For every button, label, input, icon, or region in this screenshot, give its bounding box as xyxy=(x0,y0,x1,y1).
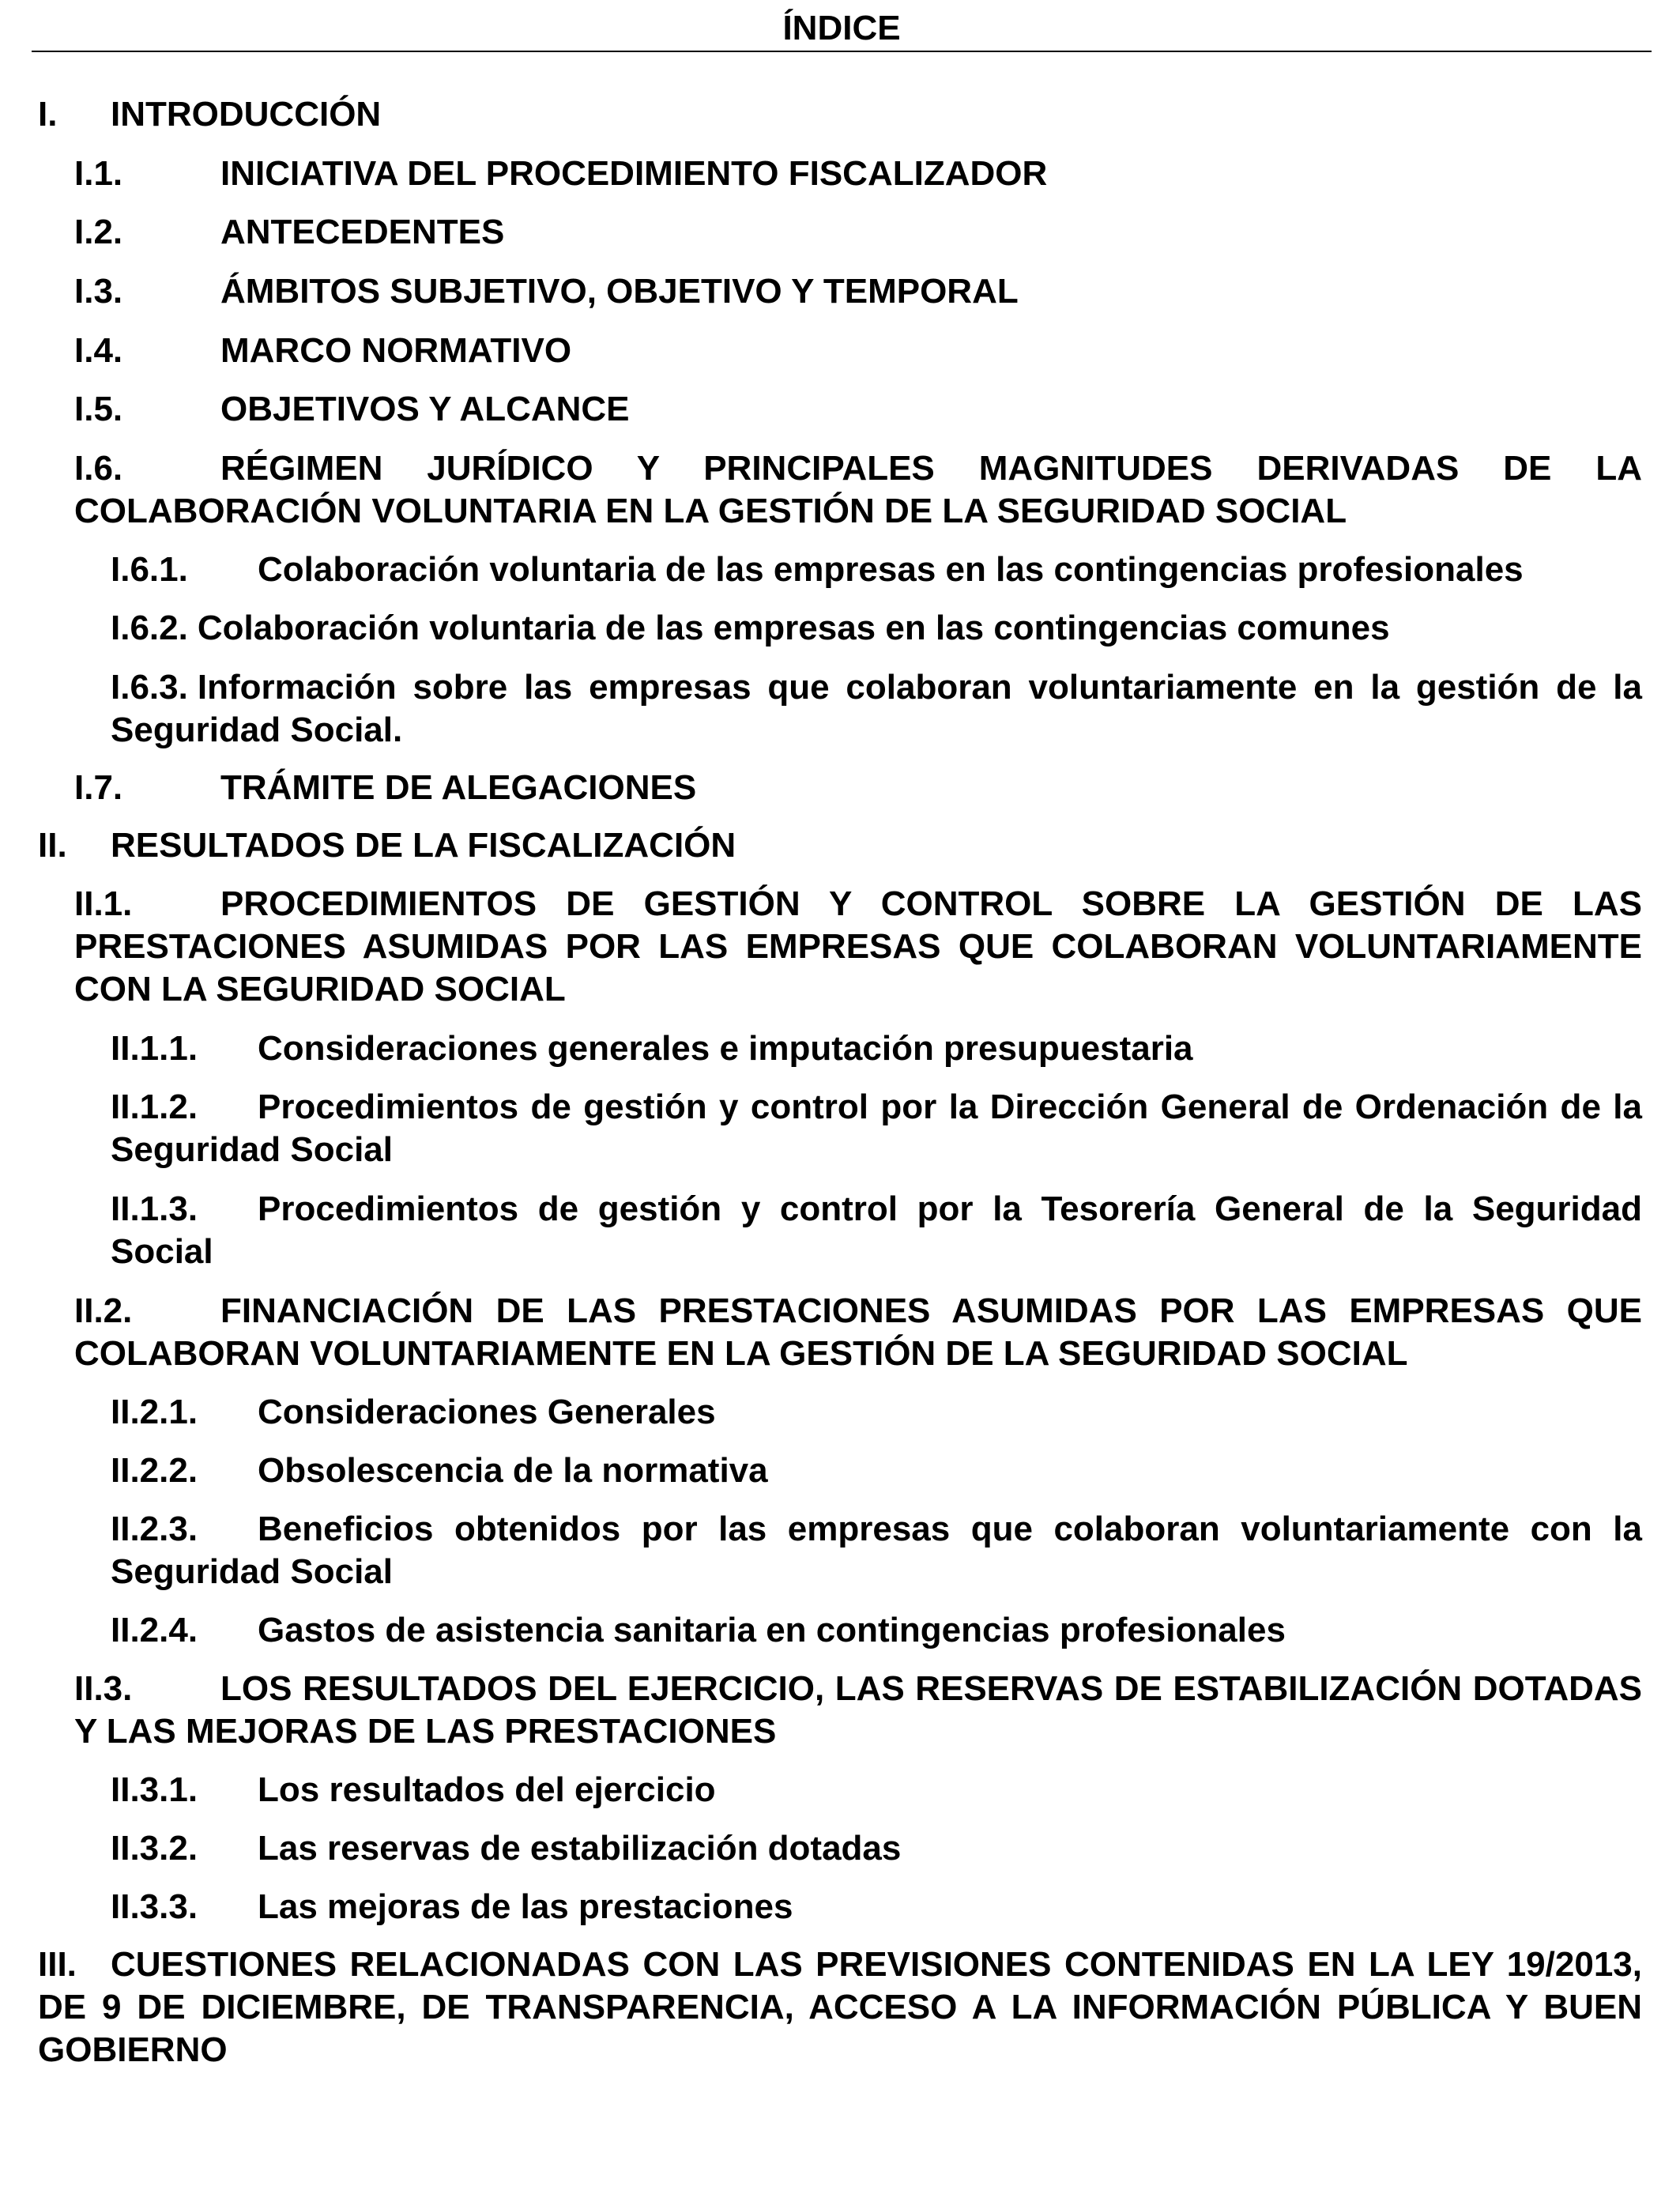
toc-entry-text: RÉGIMEN JURÍDICO Y PRINCIPALES MAGNITUDES DERIVADAS DE LA COLABORACIÓN VOLUNTARIA EN LA GESTIÓN DE LA SEGURIDAD SOCIAL xyxy=(74,449,1642,530)
toc-entry-number: II. xyxy=(38,826,67,865)
toc-entry-text: MARCO NORMATIVO xyxy=(220,331,572,370)
toc-entry-number: II.2. xyxy=(74,1291,133,1330)
toc-entry-number: I.1. xyxy=(74,154,123,193)
toc-entry xyxy=(74,330,1642,372)
toc-entry xyxy=(111,666,1642,752)
toc-entry xyxy=(74,883,1642,1011)
toc-entry-text: CUESTIONES RELACIONADAS CON LAS PREVISIONES CONTENIDAS EN LA LEY 19/2013, DE 9 DE DICIEMBRE, DE TRANSPARENCIA, ACCESO A LA INFORMACIÓN PÚBLICA Y BUEN GOBIERNO xyxy=(38,1945,1642,2069)
toc-entry xyxy=(111,1188,1642,1273)
toc-entry-number: II.2.2. xyxy=(111,1451,198,1490)
toc-entry-number: I.2. xyxy=(74,213,123,251)
toc-entry-text: Colaboración voluntaria de las empresas en las contingencias profesionales xyxy=(258,550,1524,589)
toc-entry xyxy=(111,1827,1642,1870)
toc-entry-number: II.2.1. xyxy=(111,1393,198,1431)
toc-entry xyxy=(38,824,1642,867)
toc-entry-number: II.1. xyxy=(74,884,133,923)
toc-entry-number: I.4. xyxy=(74,331,123,370)
toc-entry xyxy=(111,1086,1642,1171)
toc-entry xyxy=(74,447,1642,533)
toc-entry xyxy=(74,211,1642,254)
toc-entry-text: LOS RESULTADOS DEL EJERCICIO, LAS RESERVAS DE ESTABILIZACIÓN DOTADAS Y LAS MEJORAS DE LAS PRESTACIONES xyxy=(74,1669,1642,1751)
toc-entry-number: I.3. xyxy=(74,272,123,311)
toc-entry xyxy=(74,1668,1642,1753)
toc-entry xyxy=(111,1027,1642,1070)
toc-entry-number: II.1.1. xyxy=(111,1029,198,1068)
toc-entry-text: ÁMBITOS SUBJETIVO, OBJETIVO Y TEMPORAL xyxy=(220,272,1019,311)
toc-entry-text: OBJETIVOS Y ALCANCE xyxy=(220,390,630,428)
toc-entry-number: I.6.2. xyxy=(111,609,188,647)
toc-entry-text: ANTECEDENTES xyxy=(220,213,505,251)
toc-entry-text: PROCEDIMIENTOS DE GESTIÓN Y CONTROL SOBRE LA GESTIÓN DE LAS PRESTACIONES ASUMIDAS POR LAS EMPRESAS QUE COLABORAN VOLUNTARIAMENTE CON LA SEGURIDAD SOCIAL xyxy=(74,884,1642,1008)
toc-entry-text: Beneficios obtenidos por las empresas que colaboran voluntariamente con la Seguridad Social xyxy=(111,1510,1642,1591)
toc-entry-number: I.6. xyxy=(74,449,123,488)
toc-entry-text: Las reservas de estabilización dotadas xyxy=(258,1829,902,1868)
toc-entry-text: Colaboración voluntaria de las empresas en las contingencias comunes xyxy=(197,609,1390,647)
toc-entry xyxy=(38,93,1642,136)
toc-entry-number: II.1.2. xyxy=(111,1088,198,1126)
toc-entry-number: I. xyxy=(38,95,58,134)
toc-entry xyxy=(111,607,1642,650)
toc-entry-text: TRÁMITE DE ALEGACIONES xyxy=(220,768,697,807)
toc-entry-number: III. xyxy=(38,1945,77,1984)
toc-entry xyxy=(74,270,1642,313)
toc-entry-text: Procedimientos de gestión y control por la Dirección General de Ordenación de la Seguridad Social xyxy=(111,1088,1642,1169)
toc-entry-number: II.3.2. xyxy=(111,1829,198,1868)
toc-entry-text: Procedimientos de gestión y control por la Tesorería General de la Seguridad Social xyxy=(111,1189,1642,1271)
toc-entry-number: I.5. xyxy=(74,390,123,428)
toc-entry-text: Las mejoras de las prestaciones xyxy=(258,1887,793,1926)
toc-entry-text: Consideraciones Generales xyxy=(258,1393,716,1431)
toc-entry-text: Consideraciones generales e imputación presupuestaria xyxy=(258,1029,1193,1068)
toc-entry xyxy=(74,388,1642,431)
toc-entry-number: I.7. xyxy=(74,768,123,807)
toc-entry xyxy=(111,548,1642,591)
toc-entry-number: II.2.4. xyxy=(111,1611,198,1649)
toc-entry-text: Obsolescencia de la normativa xyxy=(258,1451,768,1490)
toc-entry xyxy=(111,1609,1642,1652)
toc-entry xyxy=(74,153,1642,195)
toc-entry xyxy=(111,1449,1642,1492)
toc-entry-text: INTRODUCCIÓN xyxy=(111,95,382,134)
toc-entry xyxy=(38,1943,1642,2071)
toc-entry-text: RESULTADOS DE LA FISCALIZACIÓN xyxy=(111,826,736,865)
toc-entry xyxy=(74,1290,1642,1375)
toc-entry-number: II.3. xyxy=(74,1669,133,1708)
toc-entry-text: Los resultados del ejercicio xyxy=(258,1770,716,1809)
toc-entry-number: II.1.3. xyxy=(111,1189,198,1228)
toc-entry xyxy=(111,1769,1642,1811)
toc-entry-text: Gastos de asistencia sanitaria en contingencias profesionales xyxy=(258,1611,1286,1649)
toc-entry xyxy=(111,1508,1642,1593)
toc-entry-number: II.3.1. xyxy=(111,1770,198,1809)
toc-entry xyxy=(111,1391,1642,1434)
toc-entry-number: II.2.3. xyxy=(111,1510,198,1548)
toc-entry-text: FINANCIACIÓN DE LAS PRESTACIONES ASUMIDAS POR LAS EMPRESAS QUE COLABORAN VOLUNTARIAMENTE EN LA GESTIÓN DE LA SEGURIDAD SOCIAL xyxy=(74,1291,1642,1373)
toc-entry-text: INICIATIVA DEL PROCEDIMIENTO FISCALIZADOR xyxy=(220,154,1048,193)
toc-entry-number: I.6.3. xyxy=(111,668,188,707)
toc-entry xyxy=(111,1886,1642,1928)
toc-entry-text: Información sobre las empresas que colaboran voluntariamente en la gestión de la Seguridad Social. xyxy=(111,668,1642,749)
toc-entry-number: II.3.3. xyxy=(111,1887,198,1926)
toc-entry xyxy=(74,767,1642,809)
toc-entry-number: I.6.1. xyxy=(111,550,188,589)
page-title: ÍNDICE xyxy=(782,9,901,47)
